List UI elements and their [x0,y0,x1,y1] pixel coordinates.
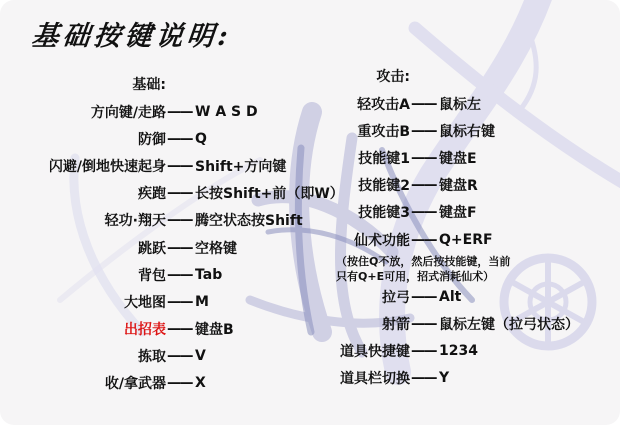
keybind-row-movelist [28,316,328,343]
action-label: 防御 [138,131,166,148]
key-label: 鼠标右键 [439,123,495,140]
keybind-row [28,234,328,261]
key-label: M [195,293,209,310]
action-label: 方向键/走路 [90,104,166,121]
separator-dash: —— [167,130,192,147]
action-label: 收/拿武器 [104,376,166,393]
separator-dash: —— [167,321,192,338]
action-label: 背包 [138,267,166,284]
action-label: 跳跃 [138,240,166,257]
key-label: 空格键 [195,240,237,257]
keybind-row [330,199,620,226]
key-label: Shift+方向键 [195,158,287,175]
key-label: Y [439,370,450,387]
keybind-row [28,370,328,397]
key-label: 键盘F [439,205,477,222]
separator-dash: —— [167,348,192,365]
action-label: 轻攻击A [357,96,410,113]
key-label: 腾空状态按Shift [195,213,303,230]
separator-dash: —— [411,122,436,139]
key-label: 长按Shift+前（即W） [195,186,344,203]
separator-dash: —— [167,266,192,283]
key-label: Q [195,130,207,147]
separator-dash: —— [167,375,192,392]
separator-dash: —— [411,315,436,332]
key-label: 鼠标左键（拉弓状态） [439,316,579,333]
keybind-row [28,261,328,288]
separator-dash: —— [411,95,436,112]
action-label: 大地图 [124,294,166,311]
key-label: 键盘E [439,150,477,167]
action-label: 拉弓 [382,289,410,306]
action-label: 疾跑 [138,186,166,203]
separator-dash: —— [167,293,192,310]
immortal-arts-note-line-2: 只有Q+E可用，招式消耗仙术） [336,269,495,283]
keybind-row [28,207,328,234]
key-label: Tab [195,266,223,283]
attack-section-header-row [330,62,620,90]
keybind-row [330,310,620,337]
separator-dash: —— [167,157,192,174]
keybind-row [330,117,620,144]
action-label: 拣取 [138,349,166,366]
separator-dash: —— [167,212,192,229]
key-label: 1234 [439,343,478,360]
action-label: 轻功·翔天 [104,213,166,230]
action-label: 技能键2 [358,178,410,195]
keybind-row [330,283,620,310]
keybind-row [330,338,620,365]
page-title: 基础按键说明: [30,21,234,52]
key-label: X [195,375,206,392]
basic-section-header: 基础: [132,77,166,93]
keybind-row [28,152,328,179]
keybind-row [28,343,328,370]
separator-dash: —— [411,288,436,305]
separator-dash: —— [411,177,436,194]
key-label: W A S D [195,103,258,120]
action-label: 技能键1 [358,150,410,167]
keybind-row [330,172,620,199]
key-label: Q+ERF [439,231,493,248]
key-label: 键盘R [439,178,478,195]
action-label: 技能键3 [358,205,410,222]
action-label: 道具快捷键 [340,344,410,361]
action-label: 闪避/倒地快速起身 [48,158,166,175]
action-label: 仙术功能 [354,232,410,249]
key-label: 键盘B [195,322,234,339]
basic-section-header-row [28,70,328,98]
separator-dash: —— [167,185,192,202]
keybind-row [28,125,328,152]
keybind-row [28,98,328,125]
action-label: 射箭 [382,316,410,333]
immortal-arts-note-line-1: （按住Q不放，然后按技能键，当前 [336,254,511,268]
keybind-row [28,288,328,315]
attack-keys-column [330,62,620,392]
separator-dash: —— [411,204,436,221]
attack-section-header: 攻击: [376,69,410,85]
key-label: Alt [439,288,462,305]
action-label: 道具栏切换 [340,371,410,388]
keybind-row [330,144,620,171]
action-label: 重攻击B [357,123,410,140]
basic-keys-column [28,70,344,397]
keybind-row [330,365,620,392]
action-label-highlighted: 出招表 [124,322,166,339]
separator-dash: —— [411,231,436,248]
keybind-row [28,180,344,207]
key-label: 鼠标左 [439,96,481,113]
keybind-row [330,90,620,117]
separator-dash: —— [411,343,436,360]
separator-dash: —— [411,370,436,387]
separator-dash: —— [167,103,192,120]
key-label: V [195,348,206,365]
keybind-row [330,226,620,253]
separator-dash: —— [411,149,436,166]
separator-dash: —— [167,239,192,256]
